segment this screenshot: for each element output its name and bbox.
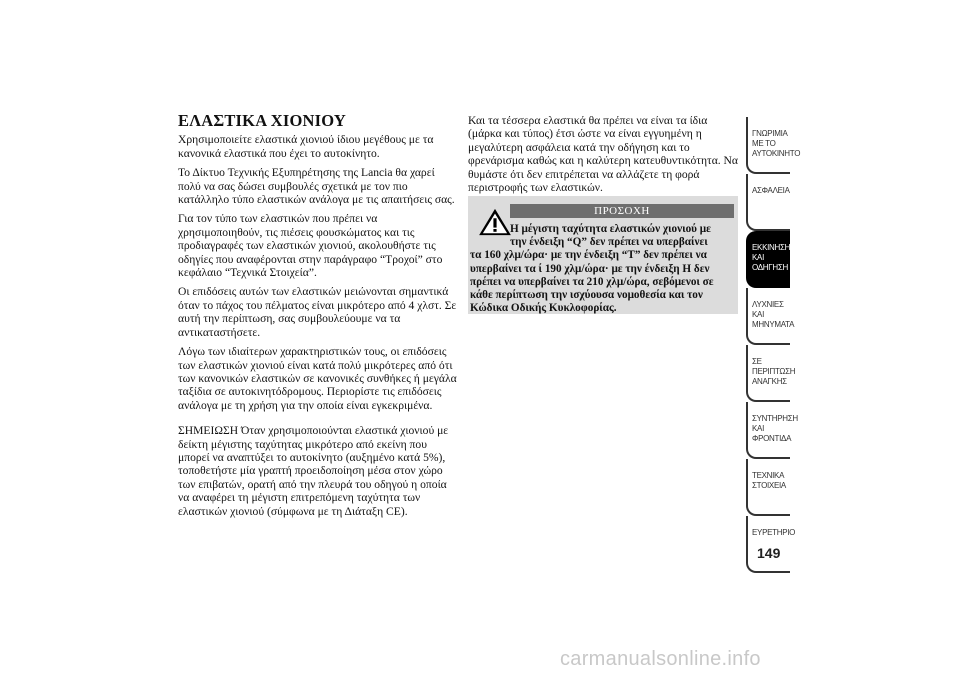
warning-text — [470, 223, 736, 315]
tab-technical-data[interactable]: ΤΕΧΝΙΚΑ ΣΤΟΙΧΕΙΑ — [746, 459, 790, 516]
warning-box — [468, 196, 738, 314]
tab-maintenance[interactable]: ΣΥΝΤΗΡΗΣΗ ΚΑΙ ΦΡΟΝΤΙΔΑ — [746, 402, 790, 459]
left-column — [178, 111, 458, 524]
paragraph: Το Δίκτυο Τεχνικής Εξυπηρέτησης της Lancia θα χαρεί πολύ να σας δώσει συμβουλές σχετικά με τον πιο κατάλληλο τύπο ελαστικών ανάλογα με τις απαιτήσεις σας. — [178, 166, 455, 207]
page-number: 149 — [757, 545, 781, 561]
tab-emergency[interactable]: ΣΕ ΠΕΡΙΠΤΩΣΗ ΑΝΑΓΚΗΣ — [746, 345, 790, 402]
paragraph: Και τα τέσσερα ελαστικά θα πρέπει να είναι τα ίδια (μάρκα και τύπος) έτσι ώστε να είναι εγγυημένη η μεγαλύτερη ασφάλεια κατά την οδήγηση και το φρενάρισμα καθώς και η καλύτερη κατευθυντικότητα. Να θυμάστε ότι δεν επιτρέπεται να αλλάζετε τη φορά περιστροφής των ελαστικών. — [468, 114, 739, 195]
tab-warning-lights[interactable]: ΛΥΧΝΙΕΣ ΚΑΙ ΜΗΝΥΜΑΤΑ — [746, 288, 790, 345]
paragraph: Οι επιδόσεις αυτών των ελαστικών μειώνονται σημαντικά όταν το πάχος του πέλματος είναι μικρότερο από 4 χλστ. Σε αυτή την περίπτωση, σας συμβουλεύουμε να τα αντικαταστήσετε. — [178, 285, 457, 339]
tab-safety[interactable]: ΑΣΦΑΛΕΙΑ — [746, 174, 790, 231]
warning-header: ΠΡΟΣΟΧΗ — [510, 204, 734, 218]
warning-line: την ένδειξη “Q” δεν πρέπει να υπερβαίνει — [510, 236, 708, 249]
paragraph: Χρησιμοποιείτε ελαστικά χιονιού ίδιου μεγέθους με τα κανονικά ελαστικά που έχει το αυτοκίνητο. — [178, 133, 434, 160]
warning-line: τα 160 χλμ/ώρα· με την ένδειξη “T” δεν πρέπει να υπερβαίνει τα ί 190 χλμ/ώρα· με την ένδειξη H δεν πρέπει να υπερβαίνει τα 210 χλμ/ώρα, σεβόμενοι σε κάθε περίπτωση την ισχύουσα νομοθεσία και τον Κώδικα Οδικής Κυκλοφορίας. — [470, 249, 714, 315]
tab-starting-driving[interactable]: ΕΚΚΙΝΗΣΗ ΚΑΙ ΟΔΗΓΗΣΗ — [746, 231, 790, 288]
chapter-tabs — [746, 117, 801, 573]
tab-introduction[interactable]: ΓΝΩΡΙΜΙΑ ΜΕ ΤΟ ΑΥΤΟΚΙΝΗΤΟ — [746, 117, 790, 174]
section-title: ΕΛΑΣΤΙΚΑ ΧΙΟΝΙΟΥ — [178, 111, 346, 130]
paragraph: Για τον τύπο των ελαστικών που πρέπει να χρησιμοποιηθούν, τις πιέσεις φουσκώματος και τις προδιαγραφές των ελαστικών χιονιού, ακολουθήστε τις οδηγίες που αναφέρονται στην παράγραφο “Τροχοί” στο κεφάλαιο “Τεχνικά Στοιχεία”. — [178, 212, 443, 280]
tab-index[interactable]: ΕΥΡΕΤΗΡΙΟ — [746, 516, 790, 573]
right-column — [468, 114, 743, 194]
warning-line: Η μέγιστη ταχύτητα ελαστικών χιονιού με — [510, 223, 711, 235]
note-paragraph: ΣΗΜΕΙΩΣΗ Όταν χρησιμοποιούνται ελαστικά χιονιού με δείκτη μέγιστης ταχύτητας μικρότερο από εκείνη που μπορεί να αναπτύξει το αυτοκίνητο (αυξημένο κατά 5%), τοποθετήστε μία γραπτή προειδοποίηση μέσα στον χώρο των επιβατών, ορατή από την πλευρά του οδηγού η οποία να αναφέρει τη μέγιστη επιτρεπόμενη ταχύτητα των ελαστικών χιονιού (σύμφωνα με τη Διάταξη CE). — [178, 424, 449, 518]
paragraph: Λόγω των ιδιαίτερων χαρακτηριστικών τους, οι επιδόσεις των ελαστικών χιονιού είναι κατά πολύ μικρότερες από ότι των κανονικών ελαστικών σε κανονικές συνθήκες ή μεγάλα ταξίδια σε αυτοκινητόδρομους. Περιορίστε τις επιδόσεις ανάλογα με τη χρήση για την οποία είναι εγκεκριμένα. — [178, 345, 457, 412]
watermark: carmanualsonline.info — [560, 648, 761, 670]
